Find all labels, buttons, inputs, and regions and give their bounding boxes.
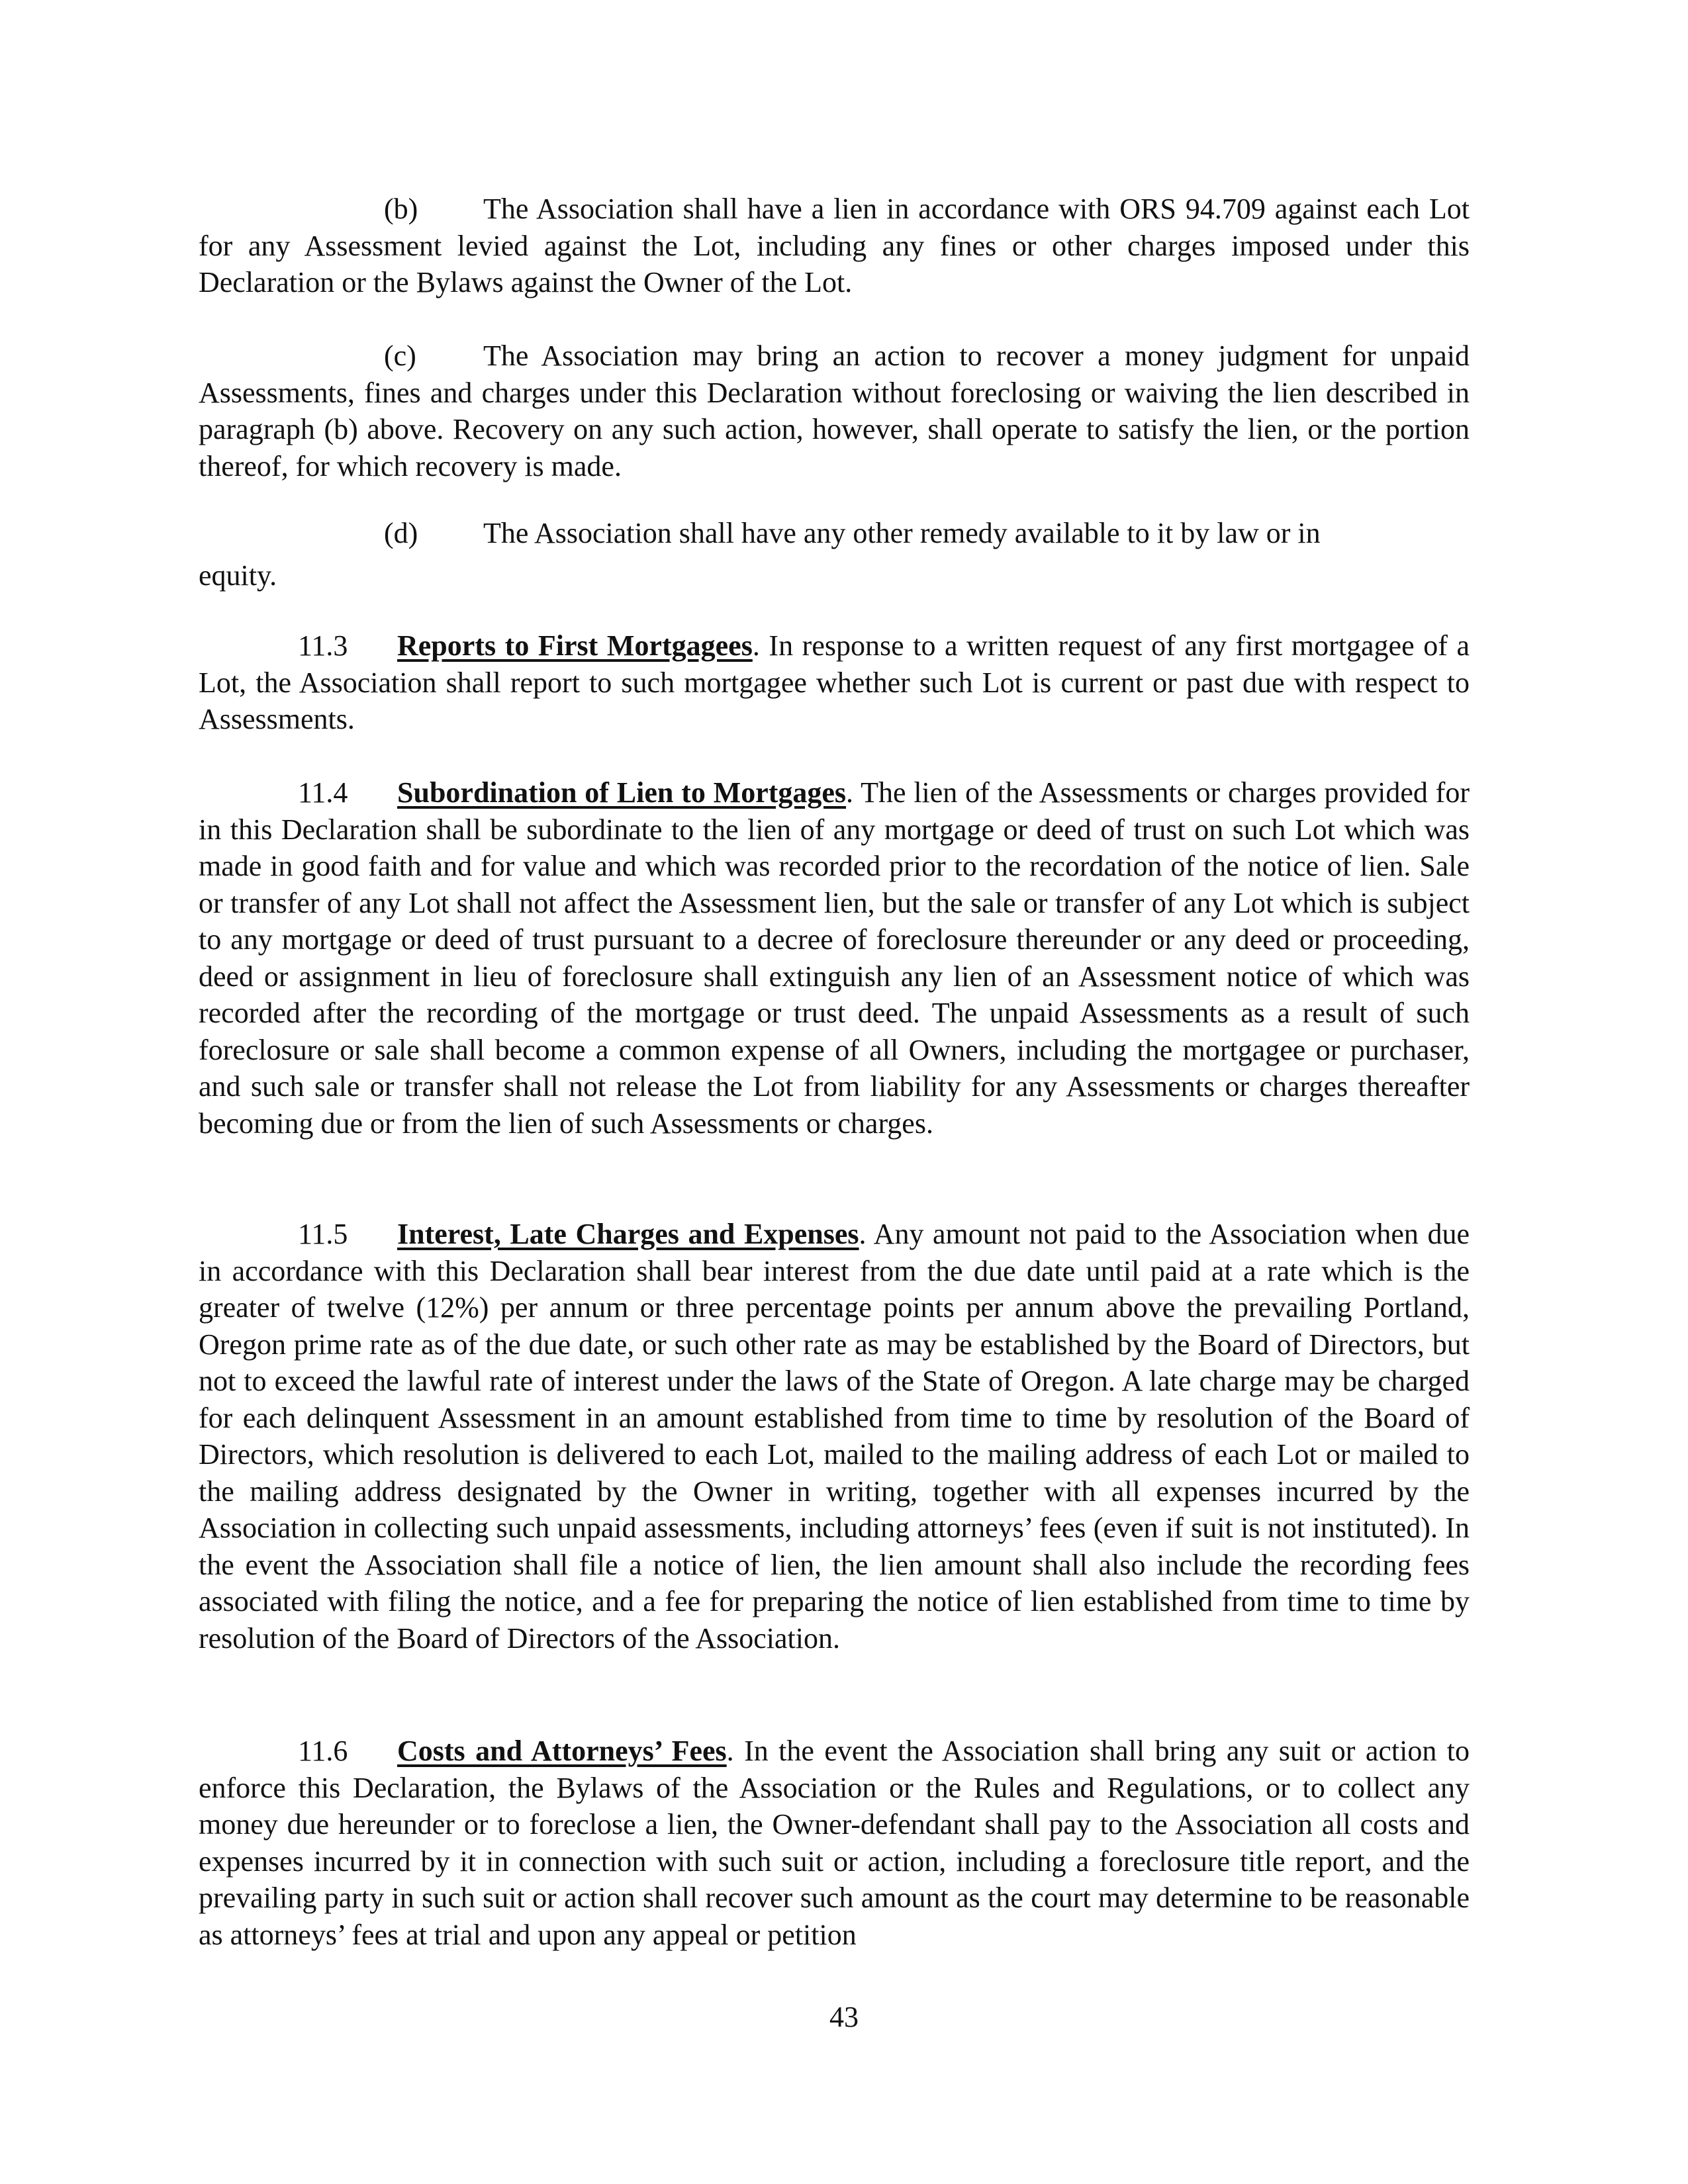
paragraph-b [199,191,1470,301]
section-heading-11-5: Interest, Late Charges and Expenses [397,1218,859,1250]
page-number: 43 [829,2001,859,2033]
paragraph-label-c: (c) [384,340,416,372]
section-11-6 [199,1733,1470,1953]
section-text-11-3: . In response to a written request of any first mortgagee of a Lot, the Association shall report to such mortgagee whether such Lot is current or past due with respect to Assessments. [199,629,1470,735]
section-text-11-4: . The lien of the Assessments or charges provided for in this Declaration shall be subordinate to the lien of any mortgage or deed of trust on such Lot which was made in good faith and for value and which was recorded prior to the recordation of the notice of lien. Sale or transfer of any Lot shall not affect the Assessment lien, but the sale or transfer of any Lot which is subject to any mortgage or deed of trust pursuant to a decree of foreclosure thereunder or any deed or proceeding, deed or assignment in lieu of foreclosure shall extinguish any lien of an Assessment notice of which was recorded after the recording of the mortgage or trust deed. The unpaid Assessments as a result of such foreclosure or sale shall become a common expense of all Owners, including the mortgagee or purchaser, and such sale or transfer shall not release the Lot from liability for any Assessments or charges thereafter becoming due or from the lien of such Assessments or charges. [199,776,1470,1140]
section-number-11-4: 11.4 [298,776,348,809]
paragraph-c [199,338,1470,484]
section-number-11-5: 11.5 [298,1218,348,1250]
paragraph-text-d: The Association shall have any other remedy available to it by law or in [483,517,1321,549]
section-11-4 [199,774,1470,1142]
section-number-11-6: 11.6 [298,1735,348,1767]
paragraph-text-c: The Association may bring an action to recover a money judgment for unpaid Assessments, fines and charges under this Declaration without foreclosing or waiving the lien described in paragraph (b) above. Recovery on any such action, however, shall operate to satisfy the lien, or the portion thereof, for which recovery is made. [199,340,1470,482]
section-number-11-3: 11.3 [298,629,348,662]
section-11-5 [199,1216,1470,1657]
section-11-3 [199,627,1470,738]
section-text-11-6: . In the event the Association shall bring any suit or action to enforce this Declaration, the Bylaws of the Association or the Rules and Regulations, or to collect any money due hereunder or to foreclose a lien, the Owner-defendant shall pay to the Association all costs and expenses incurred by it in connection with such suit or action, including a foreclosure title report, and the prevailing party in such suit or action shall recover such amount as the court may determine to be reasonable as attorneys’ fees at trial and upon any appeal or petition [199,1735,1470,1951]
paragraph-label-d: (d) [384,517,418,549]
section-heading-11-4: Subordination of Lien to Mortgages [397,776,847,809]
paragraph-text-b: The Association shall have a lien in accordance with ORS 94.709 against each Lot for any Assessment levied against the Lot, including any fines or other charges imposed under this Declaration or the Bylaws against the Owner of the Lot. [199,193,1470,298]
section-heading-11-3: Reports to First Mortgagees [397,629,753,662]
section-heading-11-6: Costs and Attorneys’ Fees [397,1735,727,1767]
paragraph-d [199,515,1470,552]
section-text-11-5: . Any amount not paid to the Association when due in accordance with this Declaration shall bear interest from the due date until paid at a rate which is the greater of twelve (12%) per annum or three percentage points per annum above the prevailing Portland, Oregon prime rate as of the due date, or such other rate as may be established by the Board of Directors, but not to exceed the lawful rate of interest under the laws of the State of Oregon. A late charge may be charged for each delinquent Assessment in an amount established from time to time by resolution of the Board of Directors, which resolution is delivered to each Lot, mailed to the mailing address of each Lot or mailed to the mailing address designated by the Owner in writing, together with all expenses incurred by the Association in collecting such unpaid assessments, including attorneys’ fees (even if suit is not instituted). In the event the Association shall file a notice of lien, the lien amount shall also include the recording fees associated with filing the notice, and a fee for preparing the notice of lien established from time to time by resolution of the Board of Directors of the Association. [199,1218,1470,1655]
paragraph-label-b: (b) [384,193,418,225]
paragraph-d-continuation: equity. [199,559,277,592]
